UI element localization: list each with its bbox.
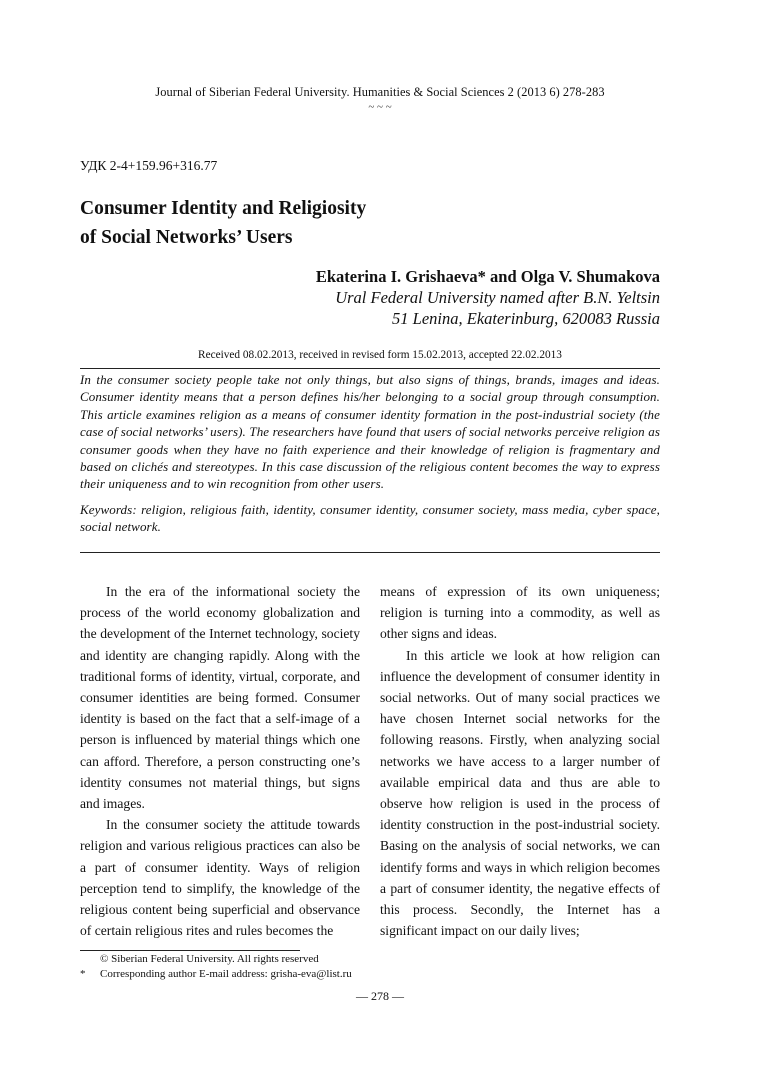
footnotes [80,952,480,981]
paragraph: In the consumer society the attitude towards religion and various religious practices can also be a part of consumer identity. Ways of religion perception tend to simplify, the knowledge of the religious content being superficial and observance of certain religious rites and rules becomes the [80,817,360,939]
author-names: Ekaterina I. Grishaeva* and Olga V. Shumakova [315,267,660,286]
title-line-1: Consumer Identity and Religiosity [80,198,367,219]
abstract-text: In the consumer society people take not only things, but also signs of things, brands, images and ideas. Consumer identity means that a person defines his/her belonging to a social group through consumption. This article examines religion as a means of consumer identity formation in the post-industrial society (the case of social networks’ users). The researchers have found that users of social networks perceive religion as consumer goods when they have no faith experience and their knowledge of religion is fragmentary and based on clichés and stereotypes. In this case discussion of the religious content becomes the way to express their uniqueness and to win recognition from other users. [80,372,660,492]
header-separator: ~ ~ ~ [368,101,392,113]
paragraph: means of expression of its own uniqueness; religion is turning into a commodity, as well as other signs and ideas. [380,584,660,642]
body-column-left [80,581,360,941]
copyright-text: © Siberian Federal University. All rights reserved [100,953,319,965]
corresponding-author-text: Corresponding author E-mail address: grisha-eva@list.ru [100,967,352,980]
paragraph: In the era of the informational society the process of the world economy globalization and the development of the Internet technology, society and identity are changing rapidly. Along with the traditional forms of identity, virtual, corporate, and consumer identities are being formed. Consumer identity is based on the fact that a self-image of a person is influenced by material things which one can afford. Therefore, a person constructing one’s identity consumes not material things, but signs and images. [80,584,360,812]
paper-title [80,194,550,252]
abstract-bottom-rule [80,552,660,553]
abstract-top-rule [80,368,660,369]
footnote-spacer [80,952,100,967]
footnote-rule [80,950,300,951]
footnote-mark: * [80,967,86,980]
affiliation-line-2: 51 Lenina, Ekaterinburg, 620083 Russia [392,309,660,328]
author-block [316,266,660,329]
page-number: — 278 — [356,989,404,1003]
body-column-right [380,581,660,941]
journal-header: Journal of Siberian Federal University. Humanities & Social Sciences 2 (2013 6) 278-283 [155,85,605,99]
affiliation-line-1: Ural Federal University named after B.N. Yeltsin [335,288,660,307]
udk-code: УДК 2-4+159.96+316.77 [80,158,218,173]
abstract [80,371,660,536]
paragraph: In this article we look at how religion can influence the development of consumer identity in social networks. Out of many social practices we have chosen Internet social networks for the following reasons. Firstly, when analyzing social networks we have access to a larger number of available empirical data and thus are able to observe how religion is used in the process of identity construction in the post-industrial society. Basing on the analysis of social networks, we can identify forms and ways in which religion becomes a part of consumer identity, the negative effects of this process. Secondly, the Internet has a significant impact on our daily lives; [380,647,660,939]
title-line-2: of Social Networks’ Users [80,227,293,248]
footnote-corresponding [80,967,480,982]
keywords: Keywords: religion, religious faith, identity, consumer identity, consumer society, mass media, cyber space, social network. [80,501,660,535]
footnote-copyright [80,952,480,967]
received-dates: Received 08.02.2013, received in revised form 15.02.2013, accepted 22.02.2013 [198,349,562,361]
